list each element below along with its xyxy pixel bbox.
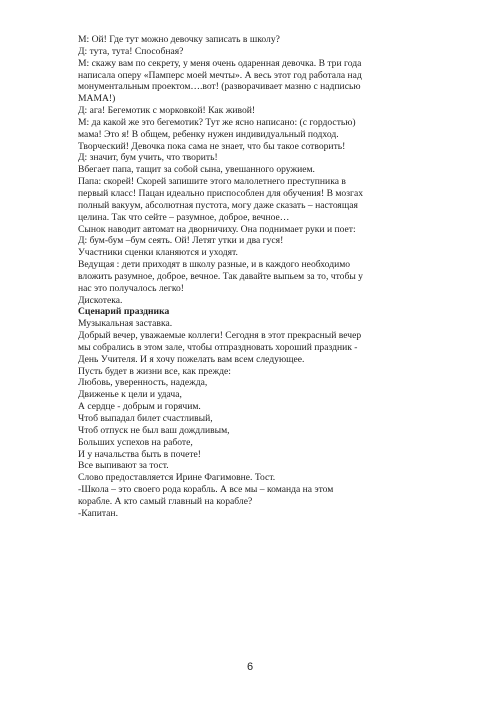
- text-line: Добрый вечер, уважаемые коллеги! Сегодня в этот прекрасный вечер: [78, 330, 362, 342]
- text-line: вложить разумное, доброе, вечное. Так давайте выпьем за то, чтобы у: [78, 270, 363, 282]
- text-line: монументальным проектом….вот! (разворачивает мазню с надписью: [78, 81, 361, 93]
- text-line: МАМА!): [78, 93, 116, 105]
- text-line: М: скажу вам по секрету, у меня очень одаренная девочка. В три года: [78, 57, 362, 69]
- text-line: корабле. А кто самый главный на корабле?: [78, 495, 253, 507]
- text-line: День Учителя. И я хочу пожелать вам всем следующее.: [78, 353, 305, 365]
- section-heading: Сценарий праздника: [78, 306, 170, 318]
- text-line: полный вакуум, абсолютная пустота, могу даже сказать – настоящая: [78, 199, 358, 211]
- text-line: Все выпивают за тост.: [78, 460, 169, 472]
- text-line: Больших успехов на работе,: [78, 436, 193, 448]
- text-line: Ведущая : дети приходят в школу разные, и в каждого необходимо: [78, 259, 351, 271]
- text-line: Музыкальная заставка.: [78, 318, 173, 330]
- text-line: Пусть будет в жизни все, как прежде:: [78, 365, 231, 377]
- text-line: Д: тута, тута! Способная?: [78, 45, 184, 57]
- text-line: М: да какой же это бегемотик? Тут же ясно написано: (с гордостью): [78, 116, 356, 128]
- text-line: мама! Это я! В общем, ребенку нужен индивидуальный подход.: [78, 128, 339, 140]
- text-line: Творческий! Девочка пока сама не знает, что бы такое сотворить!: [78, 140, 346, 152]
- text-line: Д: значит, бум учить, что творить!: [78, 152, 218, 164]
- text-line: Д: ага! Бегемотик с морковкой! Как живой!: [78, 105, 256, 117]
- text-line: Вбегает папа, тащит за собой сына, увешанного оружием.: [78, 164, 315, 176]
- text-line: написала оперу «Памперс моей мечты». А весь этот год работала над: [78, 69, 362, 81]
- text-line: И у начальства быть в почете!: [78, 448, 202, 460]
- page-number: 6: [246, 661, 254, 673]
- text-line: А сердце - добрым и горячим.: [78, 401, 201, 413]
- text-line: Дискотека.: [78, 294, 123, 306]
- text-line: -Школа – это своего рода корабль. А все мы – команда на этом: [78, 484, 334, 496]
- text-line: М: Ой! Где тут можно девочку записать в школу?: [78, 34, 280, 45]
- text-line: -Капитан.: [78, 507, 118, 519]
- text-line: Слово предоставляется Ирине Фагимовне. Тост.: [78, 472, 276, 484]
- text-line: Сынок наводит автомат на дворничиху. Она поднимает руки и поет:: [78, 223, 356, 235]
- text-line: Папа: скорей! Скорей запишите этого малолетнего преступника в: [78, 176, 346, 188]
- document-body: [78, 34, 426, 520]
- text-line: Любовь, уверенность, надежда,: [78, 377, 208, 389]
- text-line: Чтоб отпуск не был ваш дождливым,: [78, 424, 230, 436]
- text-line: целина. Так что сейте – разумное, доброе, вечное…: [78, 211, 290, 223]
- text-line: первый класс! Пацан идеально приспособлен для обучения! В мозгах: [78, 187, 364, 199]
- text-line: Д: бум-бум –бум сеять. Ой! Летят утки и два гуся!: [78, 235, 284, 247]
- text-line: Чтоб выпадал билет счастливый,: [78, 413, 213, 424]
- text-line: мы собрались в этом зале, чтобы отпраздновать хороший праздник -: [78, 341, 358, 353]
- text-line: нас это получалось легко!: [78, 282, 184, 294]
- text-line: Участники сценки кланяются и уходят.: [78, 247, 238, 259]
- text-line: Движенье к цели и удача,: [78, 389, 182, 401]
